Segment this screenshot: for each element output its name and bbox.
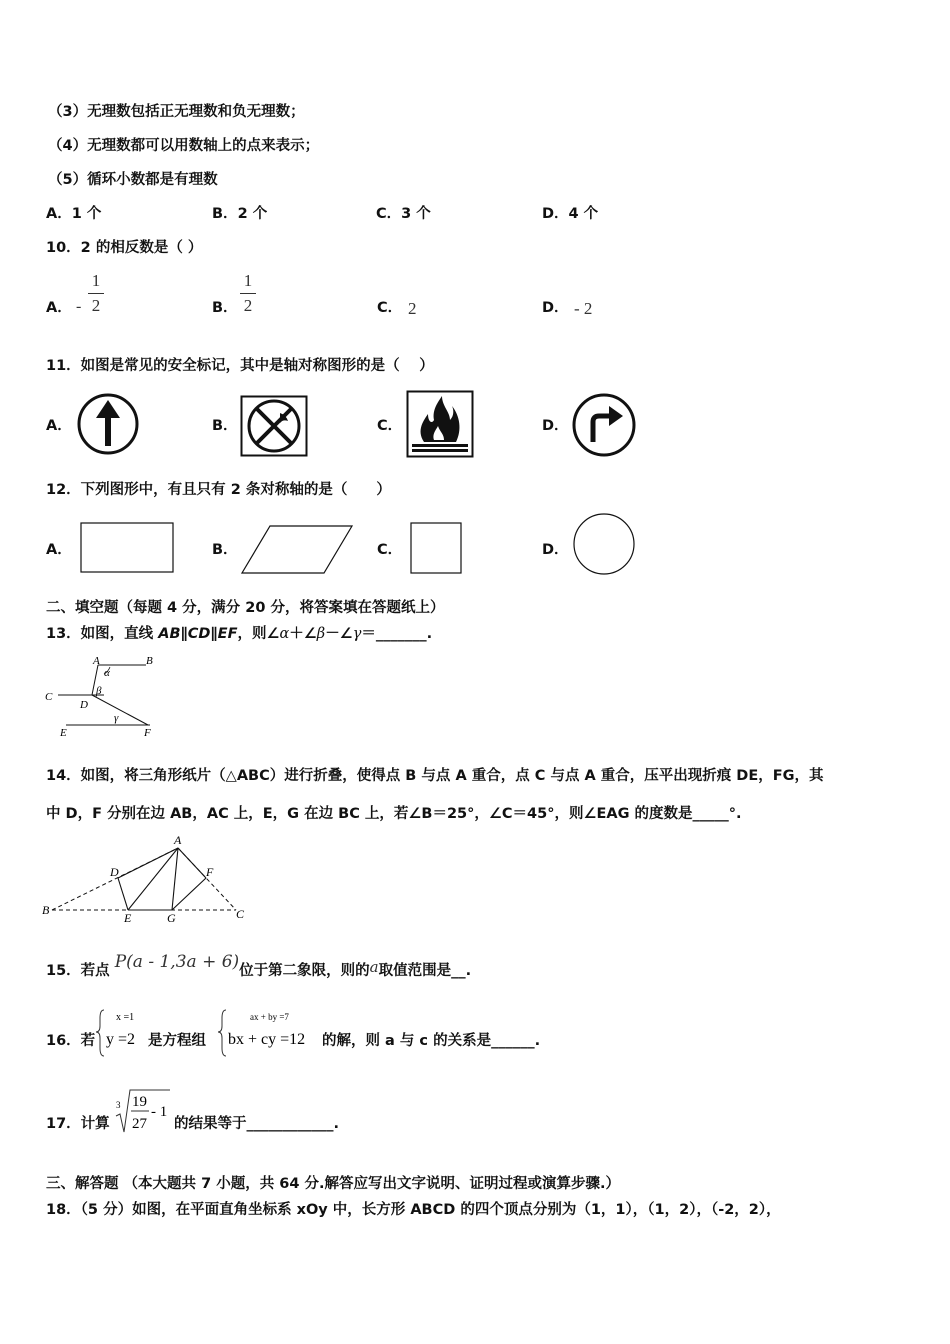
q13-label-beta: β [96, 685, 102, 697]
q9-option-c: C．3 个 [376, 206, 431, 222]
q13-label-e: E [60, 727, 67, 739]
q17-cube-root-expression [114, 1086, 174, 1138]
q14-label-g: G [167, 911, 176, 925]
q16-system-eq2: bx + cy =12 [228, 1031, 306, 1048]
q17-prefix: 17．计算 [46, 1116, 110, 1132]
q17-denominator: 27 [132, 1116, 147, 1132]
q9-item-4: （4）无理数都可以用数轴上的点来表示； [48, 138, 320, 154]
fraction-denominator: 2 [243, 296, 253, 315]
q14-label-e: E [124, 911, 132, 925]
turn-right-sign-icon [571, 392, 637, 458]
fraction-denominator: 2 [91, 296, 101, 315]
q10-option-d-label: D． [542, 300, 569, 316]
q16-solution-brace [96, 1006, 146, 1058]
q16-system-brace [218, 1006, 322, 1058]
section-3-heading: 三、解答题 （本大题共 7 小题，共 64 分.解答应写出文字说明、证明过程或演算步骤.） [46, 1176, 621, 1192]
parallelogram-shape [240, 524, 356, 576]
fraction-bar [240, 293, 256, 294]
q10-option-c-value: 2 [408, 299, 417, 318]
section-2-heading: 二、填空题（每题 4 分，满分 20 分，将答案填在答题纸上） [46, 600, 445, 616]
q16-system-eq1: ax + by =7 [250, 1012, 289, 1022]
q14-stem-line-1: 14．如图，将三角形纸片（△ABC）进行折叠，使得点 B 与点 A 重合，点 C 与点 A 重合，压平出现折痕 DE，FG，其 [46, 768, 824, 784]
q12-option-c-label: C． [377, 542, 403, 558]
q10-option-d-value: - 2 [574, 299, 593, 318]
q10-option-a-fraction [88, 271, 104, 316]
q11-option-b-label: B． [212, 418, 238, 434]
q13-label-f: F [144, 727, 151, 739]
up-arrow-sign-icon [76, 392, 140, 456]
q10-option-b-label: B． [212, 300, 238, 316]
q16-solution-x: x =1 [116, 1012, 135, 1023]
q12-option-b-label: B． [212, 542, 238, 558]
q17-root-index: 3 [116, 1100, 121, 1110]
q14-folding-triangle-figure [40, 832, 260, 926]
q9-item-3: （3）无理数包括正无理数和负无理数； [48, 104, 305, 120]
q17-numerator: 19 [132, 1094, 147, 1110]
q10-option-b-fraction [240, 271, 256, 316]
q17-minus-one: - 1 [151, 1104, 168, 1120]
q18-stem: 18．（5 分）如图，在平面直角坐标系 xOy 中，长方形 ABCD 的四个顶点分别为（1，1），（1，2），（-2，2）， [46, 1202, 781, 1218]
q14-stem-line-2: 中 D，F 分别在边 AB，AC 上，E，G 在边 BC 上，若∠B＝25°，∠C＝45°，则∠EAG 的度数是_____°. [46, 806, 742, 822]
no-fireworks-sign-icon [240, 395, 308, 457]
rectangle-shape [80, 522, 176, 574]
q13-label-gamma: γ [114, 712, 119, 724]
q13-parallel-lines-figure [40, 650, 170, 742]
q13-label-d: D [80, 699, 88, 711]
q10-option-a-sign: - [76, 298, 82, 315]
fraction-numerator: 1 [243, 271, 253, 290]
fraction-bar [88, 293, 104, 294]
q14-label-a: A [174, 833, 182, 847]
q14-label-c: C [236, 907, 245, 921]
q12-option-d-label: D． [542, 542, 569, 558]
fraction-numerator: 1 [91, 271, 101, 290]
q13-label-a: A [93, 655, 100, 667]
q11-option-a-label: A． [46, 418, 72, 434]
flammable-sign-icon [406, 390, 474, 458]
q10-option-a-label: A． [46, 300, 72, 316]
q11-option-d-label: D． [542, 418, 569, 434]
q13-label-c: C [45, 691, 53, 703]
q11-option-c-label: C． [377, 418, 403, 434]
q12-option-a-label: A． [46, 542, 72, 558]
q9-option-b: B．2 个 [212, 206, 268, 222]
q9-option-a: A．1 个 [46, 206, 102, 222]
q14-label-d: D [110, 865, 119, 879]
q16-prefix: 16．若 [46, 1033, 96, 1049]
q11-stem: 11．如图是常见的安全标记，其中是轴对称图形的是（ ） [46, 358, 434, 374]
q10-stem: 10．2 的相反数是（ ） [46, 240, 203, 256]
square-shape [410, 522, 464, 576]
q12-stem: 12．下列图形中，有且只有 2 条对称轴的是（ ） [46, 482, 391, 498]
q16-mid: 是方程组 [148, 1033, 206, 1049]
q15-stem: 15．若点 P(a - 1,3a + 6)位于第二象限，则的a取值范围是__. [46, 952, 472, 979]
q17-suffix: 的结果等于____________. [174, 1116, 340, 1132]
q13-stem: 13．如图，直线 AB∥CD∥EF，则∠α＋∠β－∠γ＝_______. [46, 626, 433, 642]
q10-option-c-label: C． [377, 300, 403, 316]
q9-item-5: （5）循环小数都是有理数 [48, 172, 218, 188]
q16-solution-y: y =2 [106, 1031, 136, 1048]
q13-label-alpha: α [104, 667, 110, 679]
q16-suffix: 的解，则 a 与 c 的关系是______. [322, 1033, 541, 1049]
q13-label-b: B [146, 655, 153, 667]
q14-label-b: B [42, 903, 50, 917]
circle-shape [572, 512, 636, 576]
q9-option-d: D．4 个 [542, 206, 599, 222]
q14-label-f: F [206, 865, 214, 879]
